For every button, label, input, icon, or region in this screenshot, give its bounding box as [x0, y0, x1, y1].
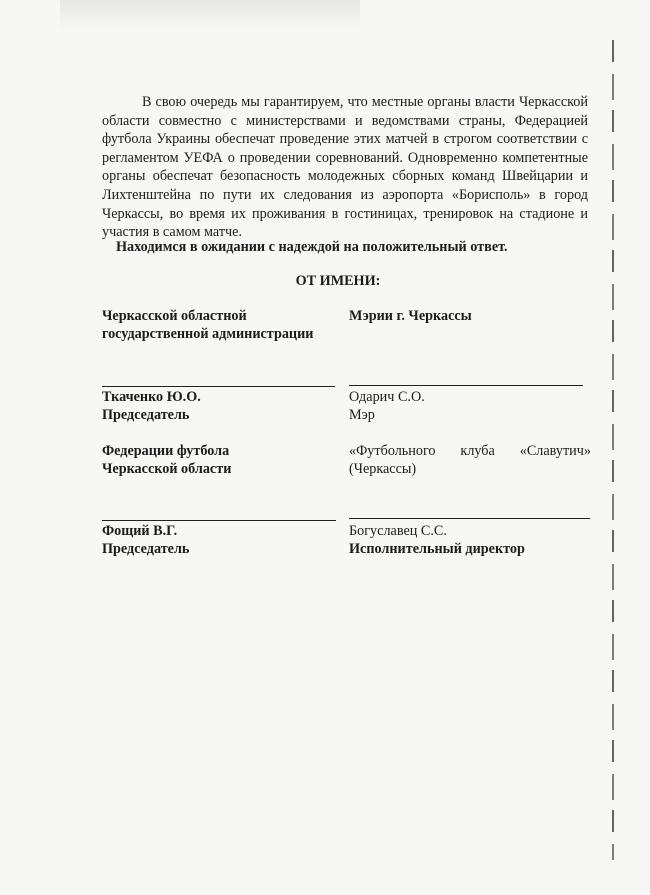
closing-line: Находимся в ожидании с надеждой на положительный ответ. — [116, 239, 508, 255]
regional-admin-title: Председатель — [102, 407, 190, 424]
on-behalf-heading: ОТ ИМЕНИ: — [295, 273, 381, 289]
regional-admin-org-line2: государственной администрации — [102, 326, 314, 343]
scan-shadow — [60, 0, 360, 30]
signature-line-mayor — [349, 385, 583, 386]
football-federation-org — [102, 442, 231, 479]
scan-edge-artifact — [612, 40, 614, 860]
signature-line-regional-admin — [102, 386, 335, 387]
club-director-name: Богуславец С.С. — [349, 523, 447, 539]
football-federation-org-line2: Черкасской области — [102, 461, 232, 478]
football-federation-org-line1: Федерации футбола — [102, 443, 230, 459]
federation-signatory — [102, 522, 189, 559]
letter-body-paragraph: В свою очередь мы гарантируем, что местные органы власти Черкасской области совместно с министерствами и ведомствами страны, Федерацией футбола Украины обеспечат проведение этих матчей в строгом соответствии с регламентом УЕФА о проведении соревнований. Одновременно компетентные органы обеспечат безопасность молодежных сборных команд Швейцарии и Лихтенштейна по пути их следования из аэропорта «Борисполь» в город Черкассы, во время их проживания в гостиницах, тренировок на стадионе и участия в самом матче. — [102, 94, 588, 241]
mayor-signatory — [349, 388, 425, 425]
signature-line-club — [349, 518, 590, 519]
regional-admin-org — [102, 307, 313, 344]
mayor-office-org-line1: Мэрии г. Черкассы — [349, 308, 472, 324]
federation-name: Фощий В.Г. — [102, 523, 178, 539]
club-director-title: Исполнительный директор — [349, 541, 525, 558]
club-signatory — [349, 522, 525, 559]
football-club-org-line2: (Черкассы) — [349, 461, 417, 477]
mayor-title: Мэр — [349, 407, 375, 424]
federation-title: Председатель — [102, 541, 190, 558]
regional-admin-signatory — [102, 388, 201, 425]
mayor-office-org — [349, 307, 472, 325]
football-club-org-line1: «Футбольного клуба «Славутич» — [349, 443, 591, 459]
regional-admin-name: Ткаченко Ю.О. — [102, 389, 201, 405]
regional-admin-org-line1: Черкасской областной — [102, 308, 247, 324]
mayor-name: Одарич С.О. — [349, 389, 425, 405]
signature-line-federation — [102, 520, 336, 521]
